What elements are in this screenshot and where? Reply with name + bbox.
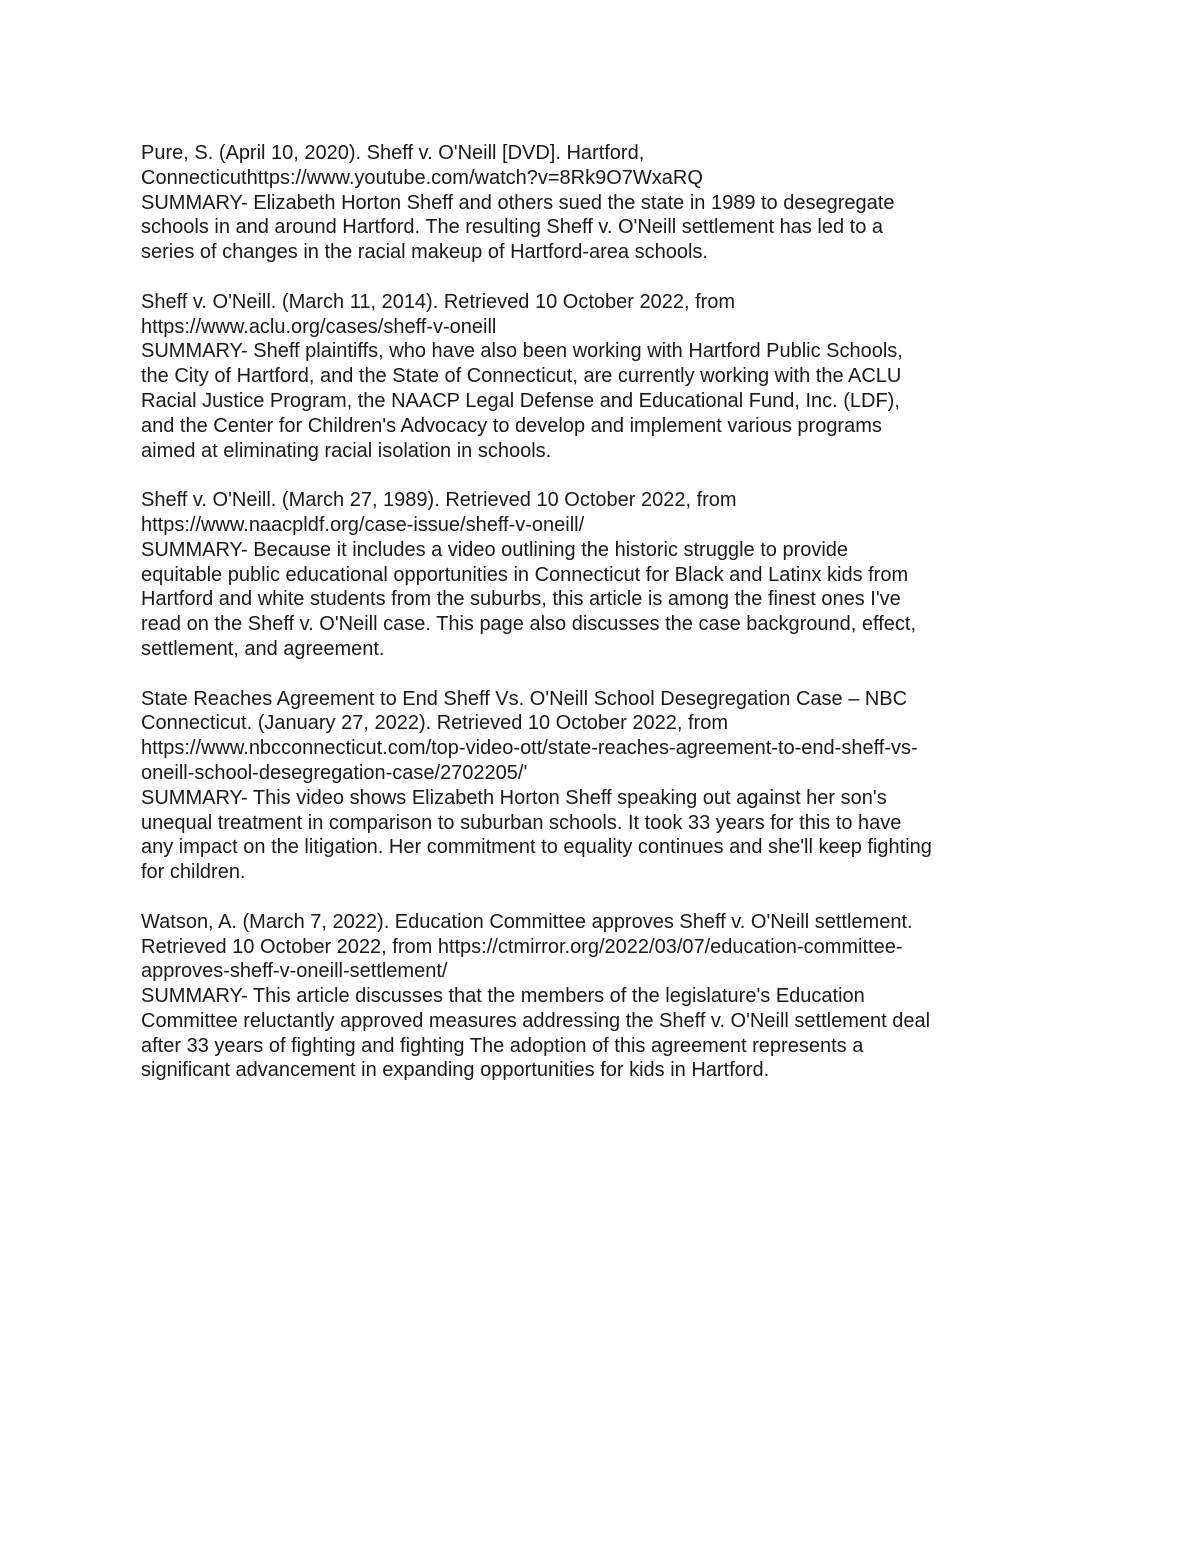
citation-entry	[141, 488, 1011, 662]
summary-line: aimed at eliminating racial isolation in schools.	[141, 439, 552, 462]
summary-line: significant advancement in expanding opportunities for kids in Hartford.	[141, 1059, 770, 1082]
citation-line: Watson, A. (March 7, 2022). Education Committee approves Sheff v. O'Neill settlement.	[141, 910, 913, 933]
citation-line: Retrieved 10 October 2022, from https://ctmirror.org/2022/03/07/education-committee-	[141, 935, 903, 958]
citation-line: https://www.naacpldf.org/case-issue/sheff-v-oneill/	[141, 513, 585, 536]
citation-line: oneill-school-desegregation-case/2702205/'	[141, 761, 528, 784]
summary-line: the City of Hartford, and the State of Connecticut, are currently working with the ACLU	[141, 365, 902, 388]
summary-line: read on the Sheff v. O'Neill case. This page also discusses the case background, effect,	[141, 613, 917, 636]
citation-line: Pure, S. (April 10, 2020). Sheff v. O'Neill [DVD]. Hartford,	[141, 142, 645, 164]
summary-line: SUMMARY- Sheff plaintiffs, who have also been working with Hartford Public Schools,	[141, 340, 903, 363]
summary-line: Racial Justice Program, the NAACP Legal Defense and Educational Fund, Inc. (LDF),	[141, 389, 900, 412]
summary-line: equitable public educational opportunities in Connecticut for Black and Latinx kids from	[141, 563, 909, 586]
citation-line: Sheff v. O'Neill. (March 11, 2014). Retrieved 10 October 2022, from	[141, 290, 736, 313]
citation-entry	[141, 687, 1011, 885]
citation-entry	[141, 910, 1011, 1084]
citation-line: Connecticuthttps://www.youtube.com/watch?v=8Rk9O7WxaRQ	[141, 166, 703, 189]
citation-line: https://www.aclu.org/cases/sheff-v-oneill	[141, 315, 497, 338]
summary-line: after 33 years of fighting and fighting The adoption of this agreement represents a	[141, 1034, 864, 1057]
summary-line: and the Center for Children's Advocacy to develop and implement various programs	[141, 414, 882, 437]
summary-line: SUMMARY- Elizabeth Horton Sheff and others sued the state in 1989 to desegregate	[141, 191, 895, 214]
citation-entry	[141, 141, 1011, 265]
summary-line: unequal treatment in comparison to suburban schools. It took 33 years for this to have	[141, 811, 902, 834]
summary-line: any impact on the litigation. Her commitment to equality continues and she'll keep fighting	[141, 836, 932, 859]
citation-line: approves-sheff-v-oneill-settlement/	[141, 960, 448, 983]
summary-line: series of changes in the racial makeup of Hartford-area schools.	[141, 241, 708, 264]
summary-line: SUMMARY- This article discusses that the members of the legislature's Education	[141, 985, 865, 1008]
summary-line: Committee reluctantly approved measures addressing the Sheff v. O'Neill settlement deal	[141, 1009, 931, 1032]
bibliography	[141, 141, 1011, 1108]
citation-line: Sheff v. O'Neill. (March 27, 1989). Retrieved 10 October 2022, from	[141, 489, 737, 512]
citation-line: https://www.nbcconnecticut.com/top-video-ott/state-reaches-agreement-to-end-sheff-vs-	[141, 737, 918, 760]
summary-line: SUMMARY- Because it includes a video outlining the historic struggle to provide	[141, 538, 849, 561]
summary-line: Hartford and white students from the suburbs, this article is among the finest ones I've	[141, 588, 901, 611]
citation-line: State Reaches Agreement to End Sheff Vs. O'Neill School Desegregation Case – NBC	[141, 687, 908, 710]
summary-line: schools in and around Hartford. The resulting Sheff v. O'Neill settlement has led to a	[141, 216, 884, 239]
summary-line: for children.	[141, 861, 246, 884]
summary-line: SUMMARY- This video shows Elizabeth Horton Sheff speaking out against her son's	[141, 786, 887, 809]
citation-entry	[141, 290, 1011, 464]
citation-line: Connecticut. (January 27, 2022). Retrieved 10 October 2022, from	[141, 712, 728, 735]
summary-line: settlement, and agreement.	[141, 637, 385, 660]
